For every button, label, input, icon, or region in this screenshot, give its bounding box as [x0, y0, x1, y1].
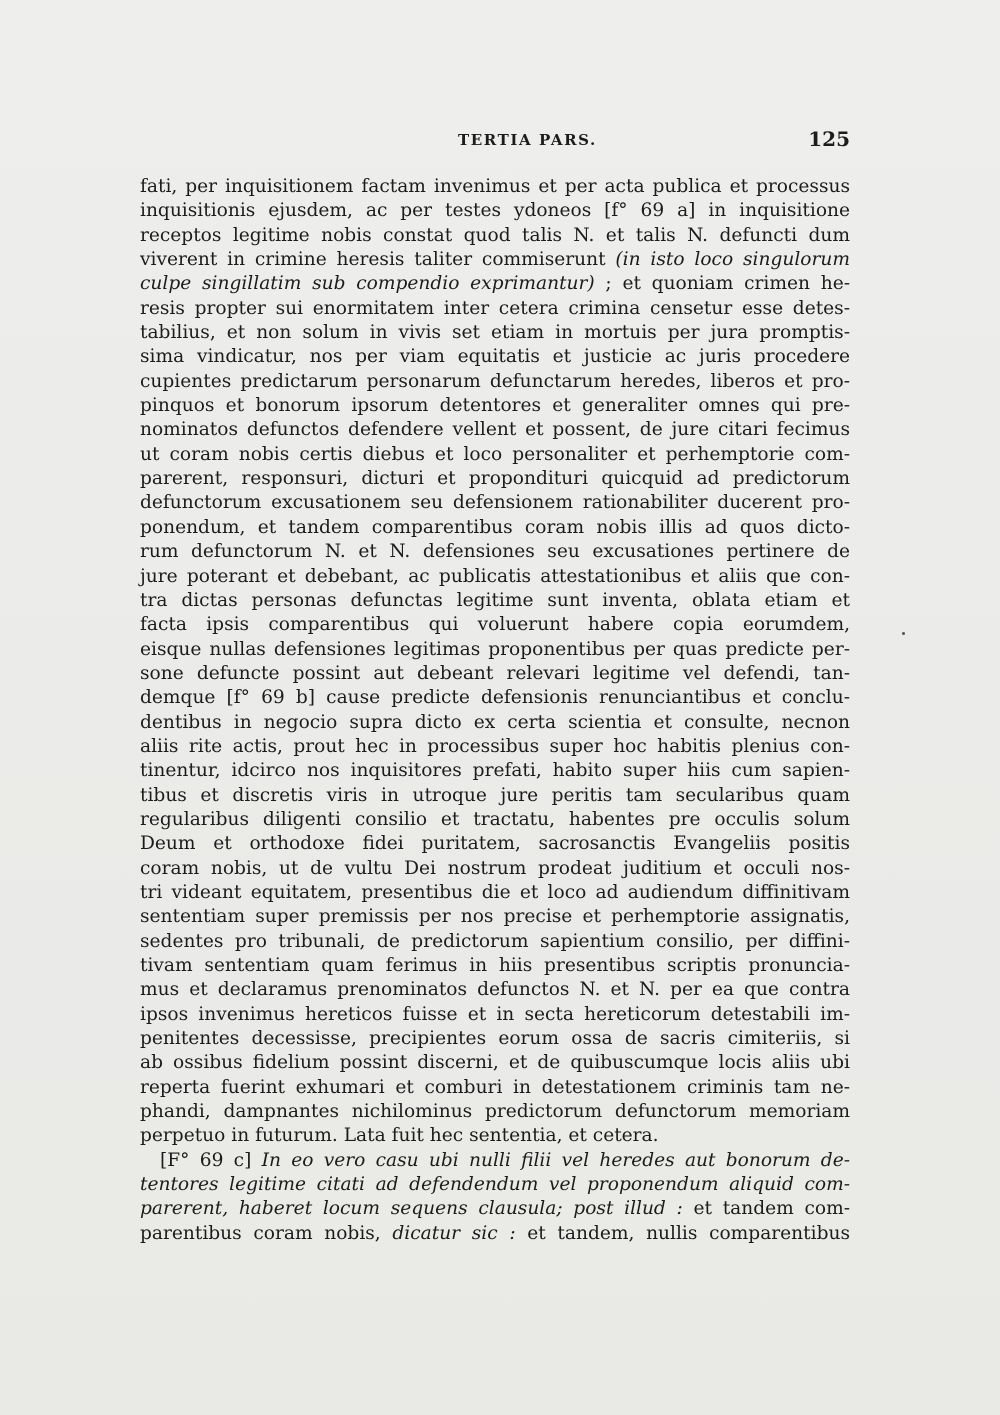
- text-segment: facta ipsis comparentibus qui voluerunt habere copia eorumdem,: [140, 614, 850, 636]
- text-segment: tri videant equitatem, presentibus die et loco ad audiendum diffinitivam: [140, 881, 850, 903]
- text-line: [140, 881, 850, 905]
- text-line: [140, 1076, 850, 1100]
- running-title: TERTIA PARS.: [458, 131, 597, 149]
- text-line: [140, 565, 850, 589]
- text-line: [140, 954, 850, 978]
- text-line: [140, 199, 850, 223]
- text-segment: pinquos et bonorum ipsorum detentores et generaliter omnes qui pre-: [140, 395, 850, 417]
- text-segment: parentibus coram nobis,: [140, 1222, 393, 1244]
- text-segment: nominatos defunctos defendere vellent et possent, de jure citari fecimus: [140, 419, 850, 441]
- text-segment: dentibus in negocio supra dicto ex certa scientia et consulte, necnon: [140, 711, 850, 733]
- text-line: [140, 272, 850, 296]
- text-line: [140, 638, 850, 662]
- body-text: [140, 175, 850, 1246]
- text-segment: tivam sententiam quam ferimus in hiis presentibus scriptis pronuncia-: [140, 955, 850, 976]
- text-segment: tinentur, idcirco nos inquisitores prefati, habito super hiis cum sapien-: [140, 760, 850, 782]
- text-segment: parerent, responsuri, dicturi et propondituri quicquid ad predictorum: [140, 468, 850, 490]
- text-segment: ; et quoniam crimen he-: [594, 273, 851, 295]
- text-segment: phandi, dampnantes nichilominus predictorum defunctorum memoriam: [140, 1101, 850, 1123]
- text-segment: sedentes pro tribunali, de predictorum sapientium consilio, per diffini-: [140, 930, 850, 952]
- text-segment: ipsos invenimus hereticos fuisse et in secta hereticorum detestabili im-: [140, 1003, 850, 1025]
- italic-text-segment: (in isto loco singulorum: [615, 249, 850, 271]
- text-line: [140, 297, 850, 321]
- text-line: [140, 759, 850, 783]
- text-line: [140, 394, 850, 418]
- text-segment: penitentes decessisse, precipientes eorum ossa de sacris cimiteriis, si: [140, 1028, 850, 1050]
- text-line: [140, 589, 850, 613]
- text-line: [140, 1051, 850, 1075]
- text-segment: mus et declaramus prenominatos defunctos N. et N. per ea que contra: [140, 979, 850, 1001]
- text-segment: eisque nullas defensiones legitimas proponentibus per quas predicte per-: [140, 638, 850, 660]
- text-segment: ponendum, et tandem comparentibus coram nobis illis ad quos dicto-: [140, 516, 850, 538]
- text-line: [140, 978, 850, 1002]
- text-segment: sima vindicatur, nos per viam equitatis et justicie ac juris procedere: [140, 346, 850, 368]
- text-segment: rum defunctorum N. et N. defensiones seu excusationes pertinere de: [140, 541, 850, 563]
- italic-text-segment: dicatur sic :: [392, 1222, 516, 1244]
- text-line: [140, 418, 850, 442]
- text-segment: aliis rite actis, prout hec in processibus super hoc habitis plenius con-: [140, 735, 850, 757]
- text-line: [140, 443, 850, 467]
- text-line: [140, 784, 850, 808]
- text-line: [140, 930, 850, 954]
- text-segment: receptos legitime nobis constat quod talis N. et talis N. defuncti dum: [140, 224, 850, 246]
- text-line: [140, 175, 850, 199]
- text-line: [140, 321, 850, 345]
- text-segment: et tandem, nullis comparentibus: [515, 1222, 850, 1244]
- text-line: [140, 808, 850, 832]
- text-segment: ut coram nobis certis diebus et loco personaliter et perhemptorie com-: [140, 443, 850, 465]
- text-segment: coram nobis, ut de vultu Dei nostrum prodeat juditium et occuli nos-: [140, 857, 850, 879]
- text-line: [140, 1124, 850, 1148]
- text-line: [140, 832, 850, 856]
- text-segment: sententiam super premissis per nos precise et perhemptorie assignatis,: [140, 906, 850, 928]
- text-segment: regularibus diligenti consilio et tractatu, habentes pre occulis solum: [140, 808, 850, 830]
- text-segment: reperta fuerint exhumari et comburi in detestationem criminis tam ne-: [140, 1076, 850, 1098]
- text-line: [140, 1100, 850, 1124]
- text-segment: defunctorum excusationem seu defensionem rationabiliter ducerent pro-: [140, 492, 850, 514]
- text-segment: cupientes predictarum personarum defunctarum heredes, liberos et pro-: [140, 370, 850, 392]
- text-line: [140, 516, 850, 540]
- text-segment: viverent in crimine heresis taliter commiserunt: [140, 249, 616, 271]
- text-line: [140, 370, 850, 394]
- text-line: [140, 1003, 850, 1027]
- text-line: [140, 1173, 850, 1197]
- text-line: [140, 248, 850, 272]
- text-segment: ab ossibus fidelium possint discerni, et de quibuscumque locis aliis ubi: [140, 1052, 850, 1074]
- text-line: [140, 491, 850, 515]
- italic-text-segment: In eo vero casu ubi nulli filii vel heredes aut bonorum de-: [261, 1149, 850, 1171]
- text-segment: sone defuncte possint aut debeant relevari legitime vel defendi, tan-: [140, 662, 850, 684]
- text-line: [140, 1149, 850, 1173]
- italic-text-segment: parerent, haberet locum sequens clausula; post illud :: [140, 1198, 683, 1220]
- text-line: [140, 857, 850, 881]
- italic-text-segment: tentores legitime citati ad defendendum vel proponendum aliquid com-: [140, 1174, 850, 1196]
- italic-text-segment: culpe singillatim sub compendio exprimantur): [140, 273, 595, 295]
- text-segment: Deum et orthodoxe fidei puritatem, sacrosanctis Evangeliis positis: [140, 833, 850, 855]
- text-segment: perpetuo in futurum. Lata fuit hec sententia, et cetera.: [140, 1125, 659, 1147]
- text-segment: [F° 69 c]: [160, 1149, 262, 1171]
- text-line: [140, 1222, 850, 1246]
- text-segment: demque [f° 69 b] cause predicte defensionis renunciantibus et conclu-: [140, 687, 850, 709]
- text-segment: tibus et discretis viris in utroque jure peritis tam secularibus quam: [140, 784, 850, 806]
- text-segment: resis propter sui enormitatem inter cetera crimina censetur esse detes-: [140, 297, 850, 319]
- text-line: [140, 613, 850, 637]
- text-segment: tabilius, et non solum in vivis set etiam in mortuis per jura promptis-: [140, 322, 850, 344]
- text-segment: fati, per inquisitionem factam invenimus et per acta publica et processus: [140, 176, 850, 197]
- text-line: [140, 711, 850, 735]
- text-segment: et tandem com-: [682, 1198, 850, 1220]
- text-line: [140, 345, 850, 369]
- text-segment: jure poterant et debebant, ac publicatis attestationibus et aliis que con-: [140, 565, 850, 587]
- text-line: [140, 735, 850, 759]
- running-head: [140, 127, 850, 161]
- page-number: 125: [808, 127, 850, 151]
- text-segment: inquisitionis ejusdem, ac per testes ydoneos [f° 69 a] in inquisitione: [140, 200, 850, 222]
- text-line: [140, 467, 850, 491]
- text-line: [140, 224, 850, 248]
- text-line: [140, 1197, 850, 1221]
- text-line: [140, 686, 850, 710]
- text-line: [140, 905, 850, 929]
- margin-speck: [902, 632, 905, 635]
- text-line: [140, 662, 850, 686]
- text-line: [140, 1027, 850, 1051]
- text-segment: tra dictas personas defunctas legitime sunt inventa, oblata etiam et: [140, 589, 850, 611]
- text-line: [140, 540, 850, 564]
